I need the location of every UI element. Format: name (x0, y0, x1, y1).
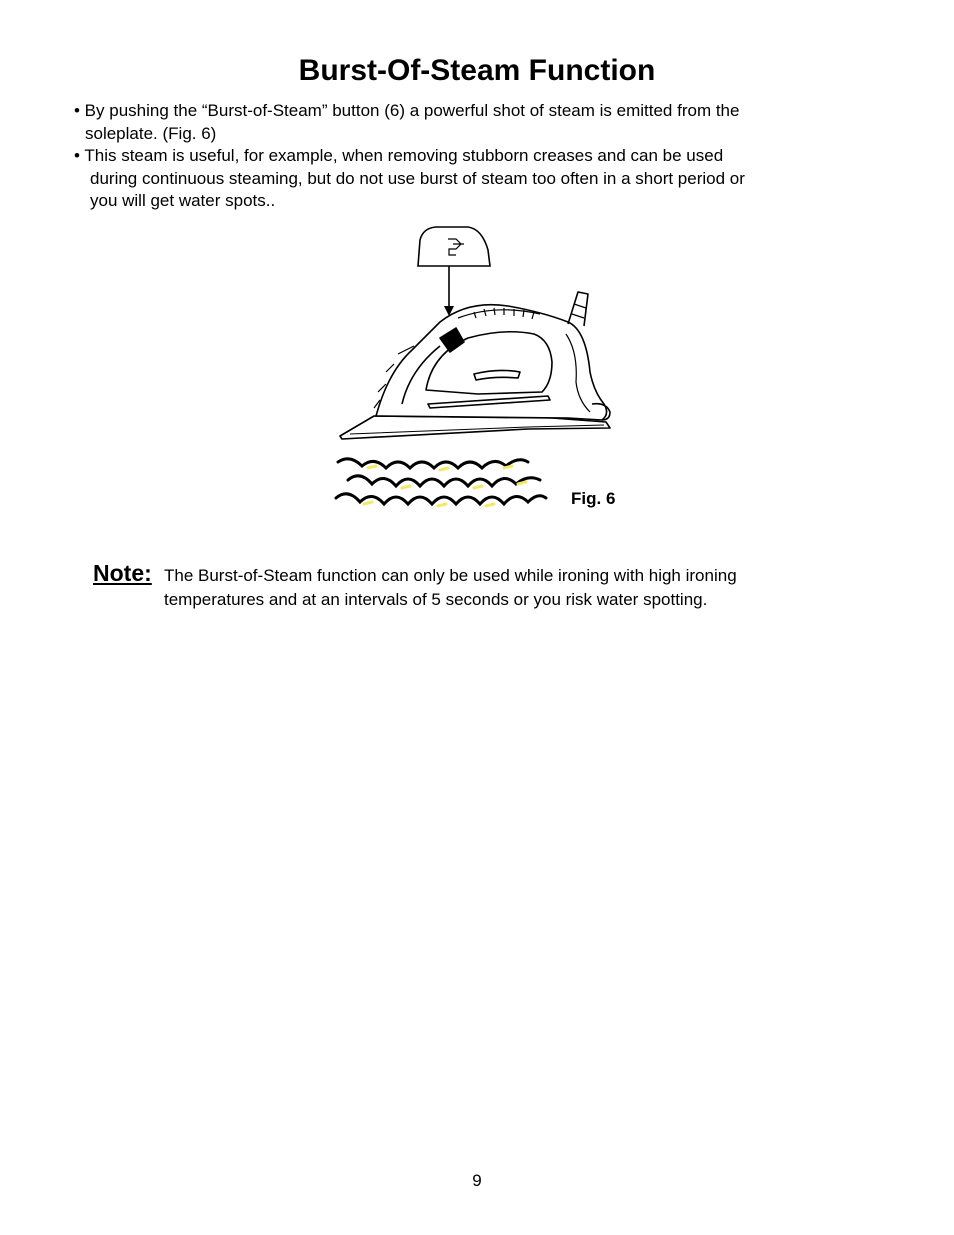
note-line-2: temperatures and at an intervals of 5 seconds or you risk water spotting. (164, 589, 708, 609)
bullet-1-line-1: • By pushing the “Burst-of-Steam” button (6) a powerful shot of steam is emitted from the (74, 101, 740, 120)
steam-iron-illustration (340, 292, 610, 439)
pointer-arrow (444, 266, 454, 316)
burst-of-steam-button-icon (418, 227, 490, 266)
page-number: 9 (472, 1171, 482, 1190)
note-label: Note: (93, 560, 152, 586)
figure-6-illustration (328, 222, 628, 522)
bullet-item-steam-usage (74, 145, 834, 213)
bullet-item-burst-button (74, 100, 834, 145)
bullet-2-line-1: • This steam is useful, for example, when removing stubborn creases and can be used (74, 146, 724, 165)
bullet-1-line-2: soleplate. (Fig. 6) (85, 123, 217, 143)
note-text (164, 564, 844, 611)
page-title: Burst-Of-Steam Function (298, 54, 656, 87)
note-line-1: The Burst-of-Steam function can only be used while ironing with high ironing (164, 566, 737, 585)
steam-waves (336, 459, 546, 504)
figure-caption: Fig. 6 (571, 489, 616, 508)
bullet-2-line-3: you will get water spots.. (90, 191, 276, 210)
bullet-2-line-2: during continuous steaming, but do not use burst of steam too often in a short period or (90, 168, 745, 188)
